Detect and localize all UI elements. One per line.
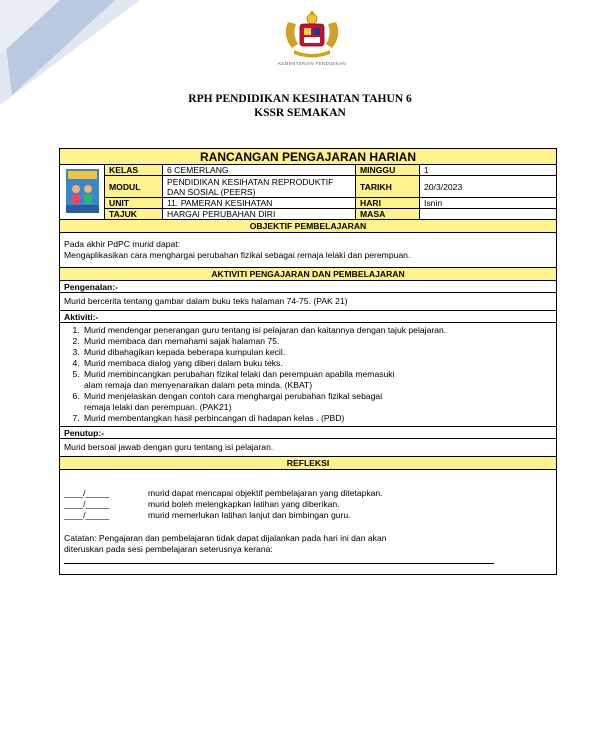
objektif-text: Mengaplikasikan cara menghargai perubahan fizikal sebagai remaja lelaki dan perempuan.	[64, 250, 411, 260]
aktiviti-heading: AKTIVITI PENGAJARAN DAN PEMBELAJARAN	[60, 268, 557, 281]
refleksi-line-3: ____/_____ murid memerlukan latihan lanjut dan bimbingan guru.	[64, 510, 351, 520]
catatan-line-2: diteruskan pada sesi pembelajaran seterusnya kerana:	[64, 544, 273, 554]
pengenalan-label: Pengenalan:-	[60, 281, 557, 293]
hari-label: HARI	[356, 198, 420, 209]
kelas-label: KELAS	[105, 165, 163, 176]
tarikh-value: 20/3/2023	[420, 176, 557, 198]
modul-label: MODUL	[105, 176, 163, 198]
ministry-logo	[262, 8, 362, 72]
catatan-line-1: Catatan: Pengajaran dan pembelajaran tidak dapat dijalankan pada hari ini dan akan	[64, 533, 387, 543]
tarikh-label: TARIKH	[356, 176, 420, 198]
masa-value	[420, 209, 557, 220]
minggu-value: 1	[420, 165, 557, 176]
pengenalan-text: Murid bercerita tentang gambar dalam buku teks halaman 74-75. (PAK 21)	[60, 293, 557, 311]
list-item: 2. Murid membaca dan memahami sajak halaman 75.	[82, 336, 552, 347]
catatan-blank-line	[64, 555, 494, 564]
refleksi-body	[60, 470, 557, 575]
ministry-name: KEMENTERIAN PENDIDIKAN	[278, 61, 346, 66]
list-item: 7. Murid membentangkan hasil perbincangan di hadapan kelas . (PBD)	[82, 413, 552, 424]
masa-label: MASA	[356, 209, 420, 220]
refleksi-line-2: ____/_____ murid boleh melengkapkan latihan yang diberikan.	[64, 499, 340, 509]
penutup-text: Murid bersoal jawab dengan guru tentang isi pelajaran.	[60, 439, 557, 457]
textbook-cover	[60, 165, 105, 220]
document-title: RPH PENDIDIKAN KESIHATAN TAHUN 6	[188, 93, 412, 105]
list-item: 5. Murid membincangkan perubahan fizikal lelaki dan perempuan apabila memasuki alam remaja dan menyenaraikan dalam peta minda. (KBAT)	[82, 369, 552, 391]
refleksi-line-1: ____/_____ murid dapat mencapai objektif pembelajaran yang ditetapkan.	[64, 488, 383, 498]
minggu-label: MINGGU	[356, 165, 420, 176]
hari-value: Isnin	[420, 198, 557, 209]
aktiviti-label: Aktiviti:-	[60, 311, 557, 323]
tajuk-label: TAJUK	[105, 209, 163, 220]
coat-of-arms-icon	[280, 8, 344, 60]
lesson-plan-table	[59, 148, 557, 575]
list-item: 6. Murid menjelaskan dengan contoh cara menghargai perubahan fizikal sebagai remaja lelaki dan perempuan. (PAK21)	[82, 391, 552, 413]
plan-banner: RANCANGAN PENGAJARAN HARIAN	[60, 149, 557, 165]
tajuk-value: HARGAI PERUBAHAN DIRI	[163, 209, 356, 220]
refleksi-heading: REFLEKSI	[60, 457, 557, 470]
textbook-cover-image	[60, 167, 105, 215]
list-item: 4. Murid membaca dialog yang diberi dalam buku teks.	[82, 358, 552, 369]
list-item: 1. Murid mendengar penerangan guru tentang isi pelajaran dan kaitannya dengan tajuk pelajaran.	[82, 325, 552, 336]
aktiviti-list-cell	[60, 323, 557, 427]
unit-value: 11. PAMERAN KESIHATAN	[163, 198, 356, 209]
document-subtitle: KSSR SEMAKAN	[254, 107, 346, 119]
list-item: 3. Murid dibahagikan kepada beberapa kumpulan kecil.	[82, 347, 552, 358]
objektif-intro: Pada akhir PdPC murid dapat:	[64, 239, 181, 249]
penutup-label: Penutup:-	[60, 427, 557, 439]
objektif-heading: OBJEKTIF PEMBELAJARAN	[60, 220, 557, 233]
objektif-body	[60, 233, 557, 268]
unit-label: UNIT	[105, 198, 163, 209]
modul-value: PENDIDIKAN KESIHATAN REPRODUKTIF DAN SOSIAL (PEERS)	[163, 176, 356, 198]
aktiviti-list	[64, 325, 552, 424]
kelas-value: 6 CEMERLANG	[163, 165, 356, 176]
